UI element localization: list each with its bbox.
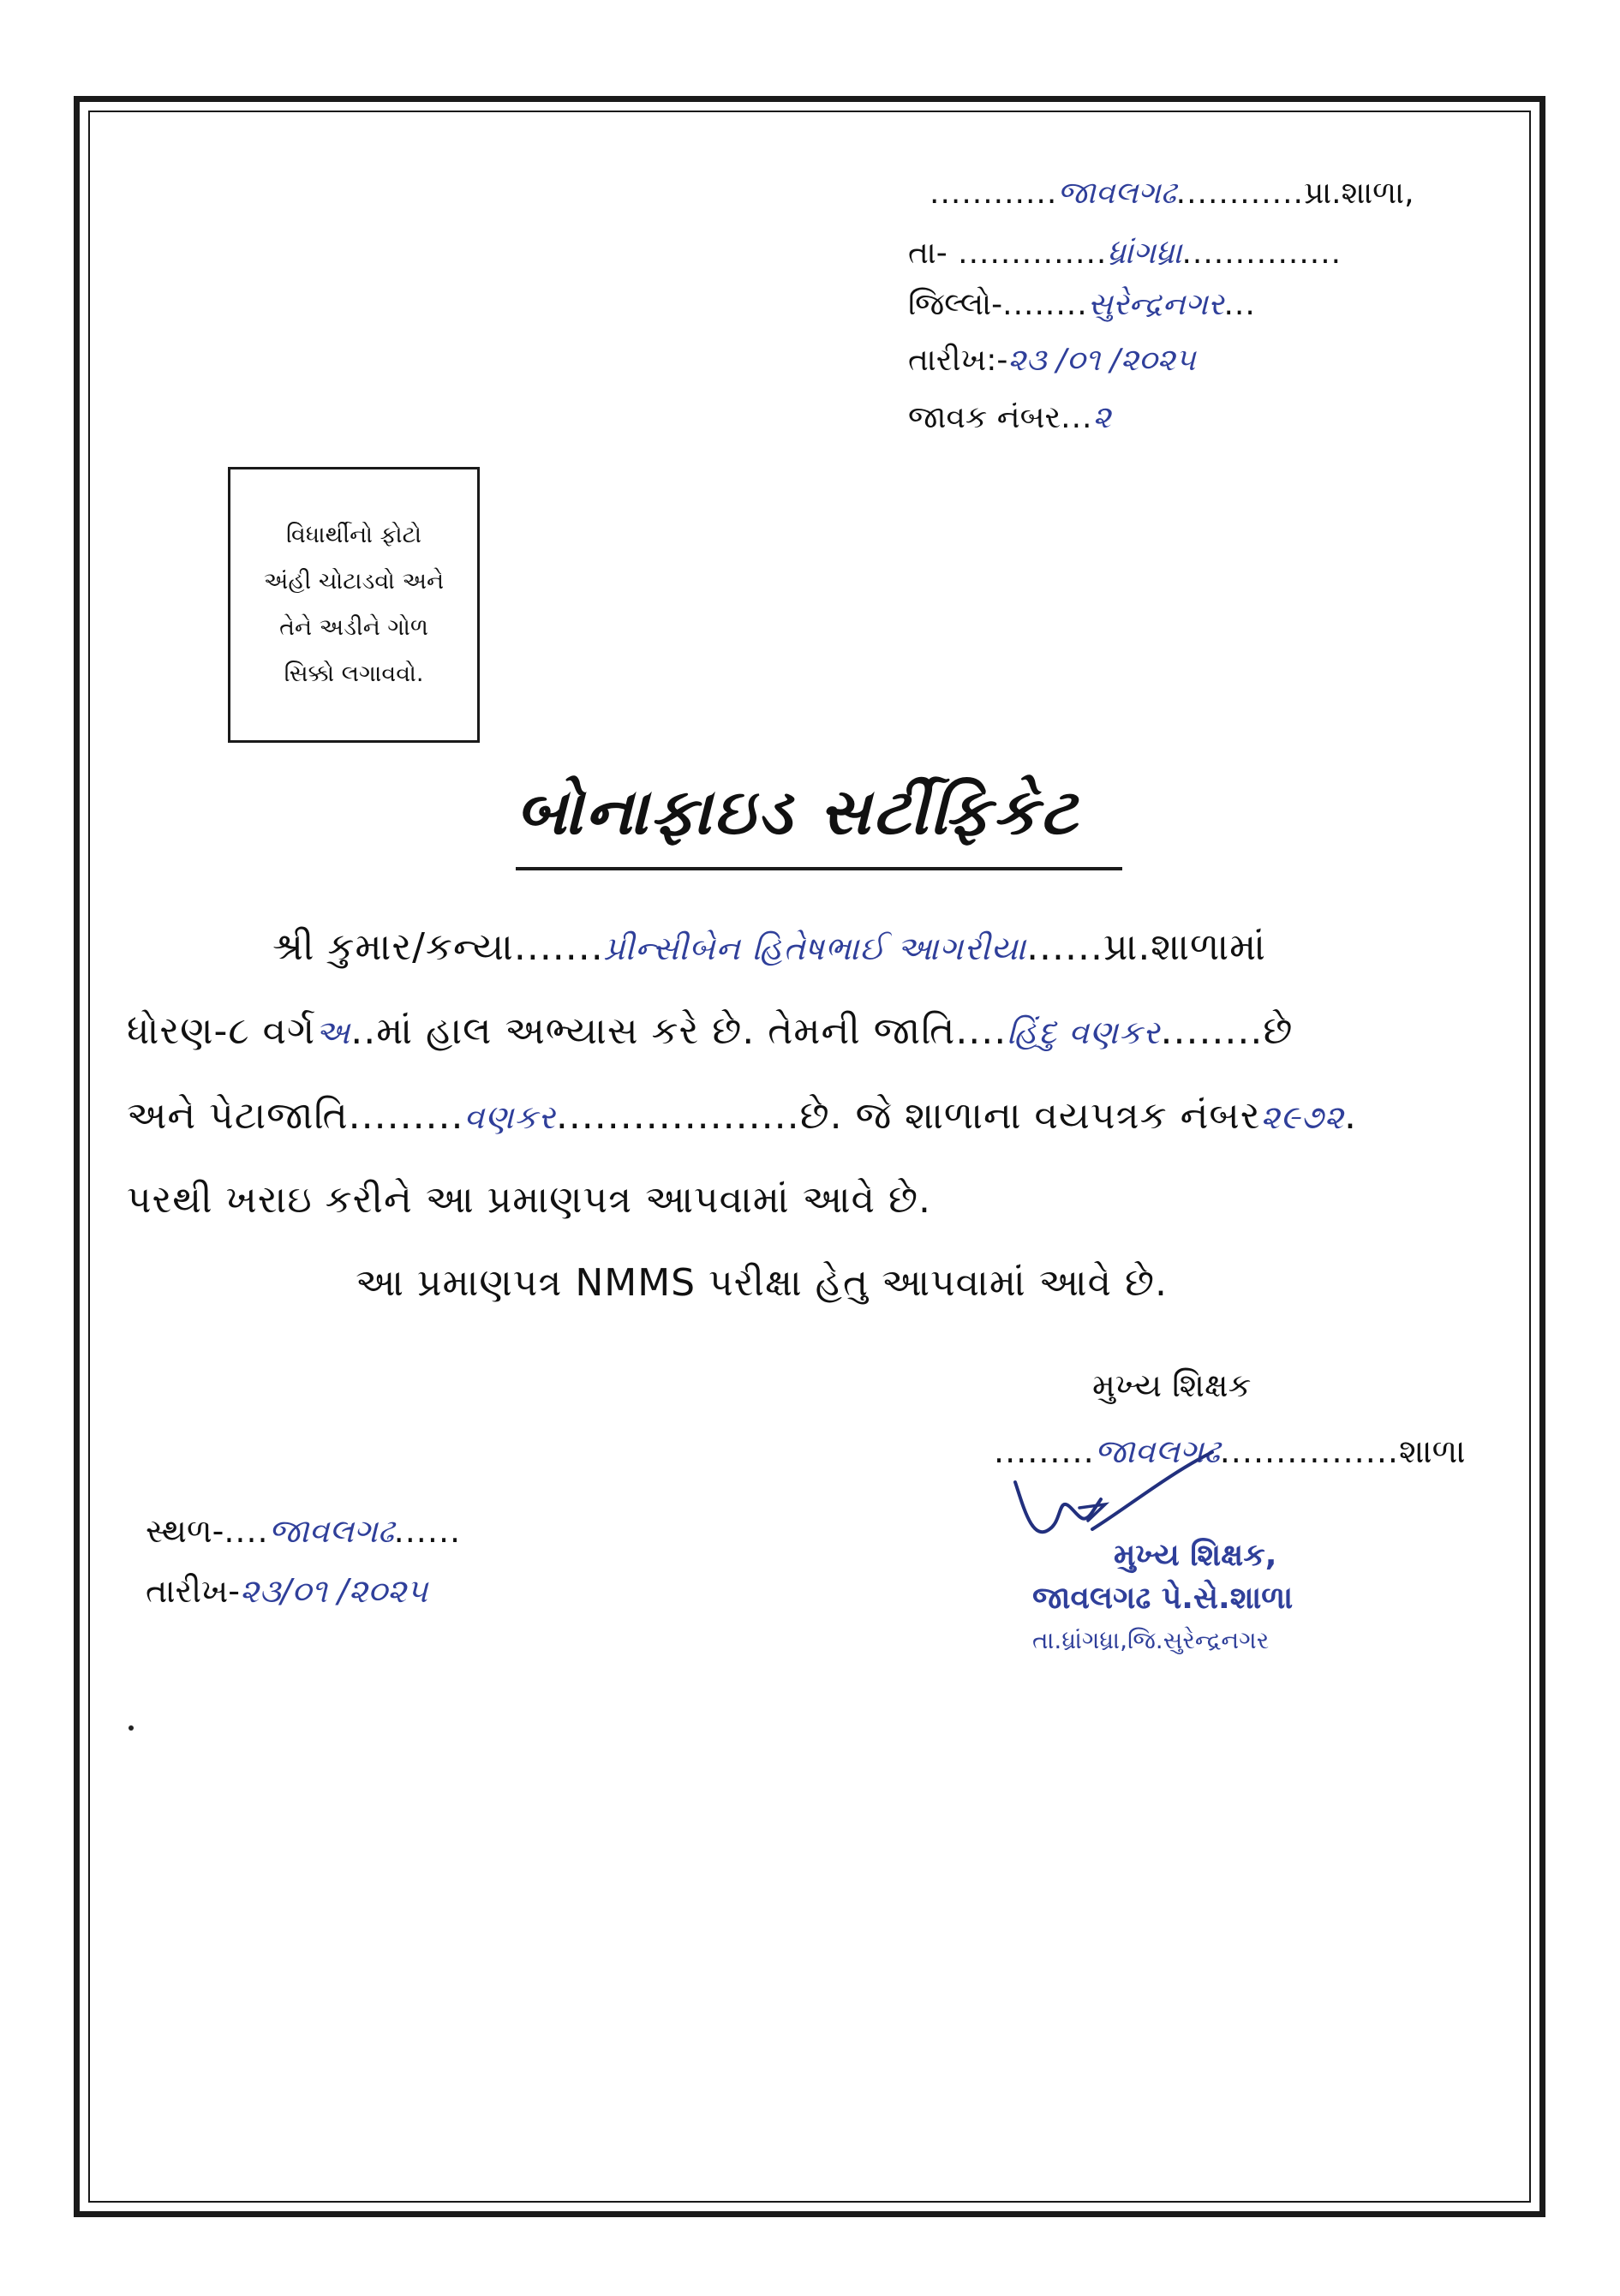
student-name: પ્રીન્સીબેન હિતેષભાઈ આગરીયા [603, 930, 1027, 967]
header-district-value: સુરેન્દ્રનગર [1087, 287, 1224, 322]
header-outward-label: જાવક નંબર [908, 400, 1061, 435]
photo-box-line-4: સિક્કો લગાવવો. [284, 661, 424, 687]
photo-box-line-3: તેને અડીને ગોળ [279, 614, 428, 641]
footer-school-value: જાવલગઢ [1094, 1432, 1220, 1470]
header-district-line: જિલ્લો-........સુરેન્દ્રનગર... [908, 287, 1256, 322]
head-teacher-label: મુખ્ય શિક્ષક [1092, 1366, 1252, 1404]
body-line-5: આ પ્રમાણપત્ર NMMS પરીક્ષા હેતુ આપવામાં આવે છે. [356, 1261, 1169, 1305]
stamp-line-3: તા.ધ્રાંગધ્રા,જિ.સુરેન્દ્રનગર [1032, 1626, 1270, 1654]
body-l2-suffix: છે [1263, 1009, 1294, 1053]
body-line-1: શ્રી કુમાર/કન્યા.......પ્રીન્સીબેન હિતેષભાઈ આગરીયા......પ્રા.શાળામાં [272, 925, 1266, 969]
body-line-2: ધોરણ-૮ વર્ગઅ..માં હાલ અભ્યાસ કરે છે. તેમની જાતિ....હિંદુ વણકર........છે [127, 1009, 1294, 1053]
certificate-title: બોનાફાઇડ સર્ટીફિકેટ [516, 775, 1080, 849]
place-value: જાવલગઢ [268, 1512, 394, 1550]
title-underline [516, 867, 1122, 870]
footer-school-line: .........જાવલગઢ................શાળા [994, 1432, 1466, 1470]
page-border-inner [88, 111, 1531, 2203]
header-outward-line: જાવક નંબર...૨ [908, 400, 1111, 435]
header-taluka-value: ધ્રાંગધ્રા [1107, 236, 1182, 271]
photo-box-line-1: વિધાર્થીનો ફોટો [285, 522, 422, 548]
header-taluka-label: તા- [908, 236, 947, 271]
place-line: સ્થળ-....જાવલગઢ...... [146, 1512, 462, 1550]
header-date-line [908, 343, 1195, 379]
photo-box-line-2: અંહી ચોટાડવો અને [263, 568, 445, 595]
stamp-line-2: જાવલગઢ પે.સે.શાળા [1032, 1581, 1294, 1616]
header-school-suffix: પ્રા.શાળા, [1303, 176, 1414, 211]
caste-value: હિંદુ વણકર [1007, 1013, 1161, 1051]
subcaste-value: વણકર [463, 1098, 556, 1136]
place-label: સ્થળ- [146, 1512, 224, 1550]
header-school-name: જાવલગઢ [1057, 176, 1176, 211]
header-taluka-line: તા- ..............ધ્રાંગધ્રા............... [908, 236, 1342, 271]
stamp-line-1: મુખ્ય શિક્ષક, [1114, 1538, 1277, 1573]
header-district-label: જિલ્લો- [908, 287, 1003, 322]
body-l2-middle: માં હાલ અભ્યાસ કરે છે. તેમની જાતિ [376, 1009, 956, 1053]
header-date-value: ૨૩ /૦૧ /૨૦૨૫ [1007, 343, 1196, 378]
body-l2-prefix: ધોરણ-૮ વર્ગ [127, 1009, 316, 1053]
header-school-line: ............જાવલગઢ............પ્રા.શાળા, [930, 176, 1414, 211]
footer-school-suffix: શાળા [1398, 1432, 1466, 1470]
header-outward-value: ૨ [1092, 400, 1111, 435]
class-value: અ [315, 1013, 351, 1051]
body-l3-prefix: અને પેટાજાતિ [127, 1094, 349, 1138]
header-date-label: તારીખ:- [908, 343, 1008, 378]
register-number: ૨૯૭૨ [1260, 1098, 1345, 1136]
photo-placeholder-box [228, 467, 480, 743]
footer-date-line [146, 1572, 427, 1611]
stray-mark [129, 1725, 134, 1731]
body-l1-prefix: શ્રી કુમાર/કન્યા [272, 925, 514, 969]
body-line-3: અને પેટાજાતિ.........વણકર...................છે. જે શાળાના વયપત્રક નંબર૨૯૭૨. [127, 1094, 1358, 1138]
footer-date-label: તારીખ- [146, 1572, 240, 1610]
body-l3-middle: છે. જે શાળાના વયપત્રક નંબર [799, 1094, 1261, 1138]
body-l1-suffix: પ્રા.શાળામાં [1103, 925, 1266, 969]
footer-date-value: ૨૩/૦૧ /૨૦૨૫ [239, 1572, 428, 1610]
body-line-4: પરથી ખરાઇ કરીને આ પ્રમાણપત્ર આપવામાં આવે છે. [127, 1178, 931, 1222]
